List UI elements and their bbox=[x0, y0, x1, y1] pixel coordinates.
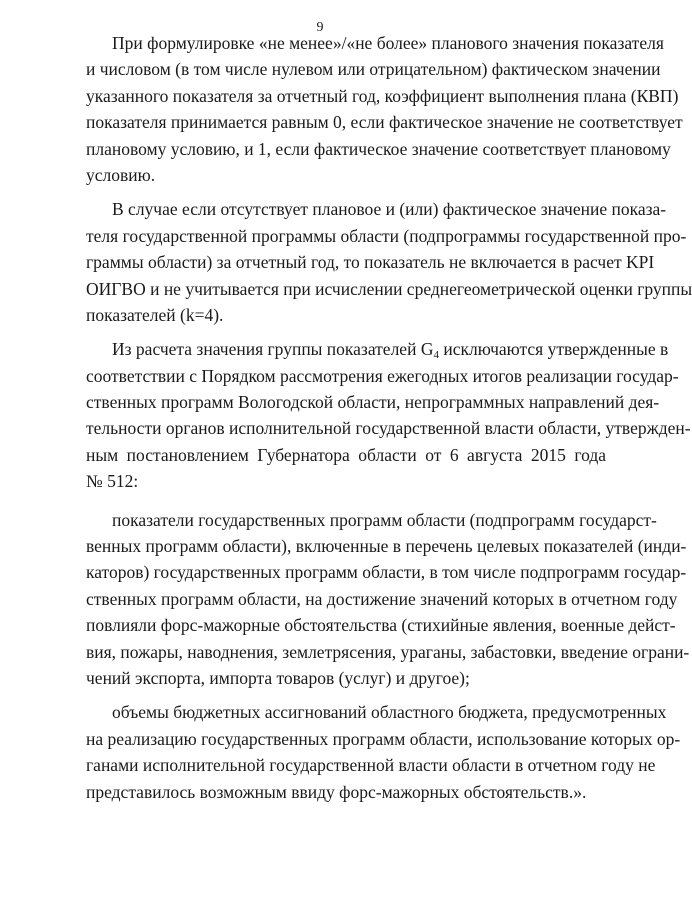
paragraph-force-majeure-indicators bbox=[86, 507, 690, 692]
document-body bbox=[86, 30, 692, 805]
text-line: плановому условию, и 1, если фактическое значение соответствует плановому bbox=[86, 138, 671, 159]
text-line: ственных программ области, на достижение значений которых в отчетном году bbox=[86, 588, 678, 609]
subscript: 4 bbox=[433, 349, 439, 362]
text-line: соответствии с Порядком рассмотрения ежегодных итогов реализации государ- bbox=[86, 365, 679, 386]
text-line: В случае если отсутствует плановое и (или) фактическое значение показа- bbox=[112, 199, 667, 220]
page-number: 9 bbox=[316, 20, 324, 35]
text-fragment: Из расчета значения группы показателей G bbox=[112, 339, 434, 360]
text-line: каторов) государственных программ области, в том числе подпрограмм государ- bbox=[86, 562, 687, 583]
text-line: показатели государственных программ области (подпрограмм государст- bbox=[112, 509, 657, 530]
paragraph-kvp-rule bbox=[86, 30, 683, 188]
text-line: теля государственной программы области (подпрограммы государственной про- bbox=[86, 225, 687, 246]
text-line: ОИГВО и не учитывается при исчислении среднегеометрической оценки группы bbox=[86, 278, 692, 299]
text-line: тельности органов исполнительной государственной власти области, утвержден- bbox=[86, 418, 691, 439]
text-line: При формулировке «не менее»/«не более» планового значения показателя bbox=[112, 33, 664, 53]
text-line: и числовом (в том числе нулевом или отрицательном) фактическом значении bbox=[86, 59, 661, 80]
text-line: венных программ области), включенные в перечень целевых показателей (инди- bbox=[86, 536, 687, 557]
text-fragment: исключаются утвержденные в bbox=[438, 339, 669, 360]
paragraph-g4-exclusions bbox=[86, 336, 691, 494]
text-line: на реализацию государственных программ области, использование которых ор- bbox=[86, 728, 681, 749]
paragraph-budget-allocations bbox=[86, 699, 681, 805]
text-line: № 512: bbox=[86, 471, 139, 492]
text-line: ганами исполнительной государственной власти области в отчетном году не bbox=[86, 755, 656, 776]
text-line: вия, пожары, наводнения, землетрясения, ураганы, забастовки, введение ограни- bbox=[86, 641, 690, 662]
text-line: условию. bbox=[86, 164, 156, 185]
text-line: указанного показателя за отчетный год, коэффициент выполнения плана (КВП) bbox=[86, 85, 679, 106]
text-line bbox=[86, 336, 669, 362]
text-line: граммы области) за отчетный год, то показатель не включается в расчет KPI bbox=[86, 252, 655, 273]
text-line: показателей (k=4). bbox=[86, 304, 224, 325]
text-line: ственных программ Вологодской области, непрограммных направлений дея- bbox=[86, 392, 660, 413]
text-line: представилось возможным ввиду форс-мажорных обстоятельств.». bbox=[86, 781, 587, 802]
text-line: показателя принимается равным 0, если фактическое значение не соответствует bbox=[86, 112, 683, 133]
text-line: ным постановлением Губернатора области от 6 августа 2015 года bbox=[86, 444, 606, 465]
paragraph-missing-values bbox=[86, 196, 692, 328]
text-line: чений экспорта, импорта товаров (услуг) и другое); bbox=[86, 667, 470, 688]
text-line: повлияли форс-мажорные обстоятельства (стихийные явления, военные дейст- bbox=[86, 615, 676, 636]
text-line: объемы бюджетных ассигнований областного бюджета, предусмотренных bbox=[112, 702, 667, 723]
